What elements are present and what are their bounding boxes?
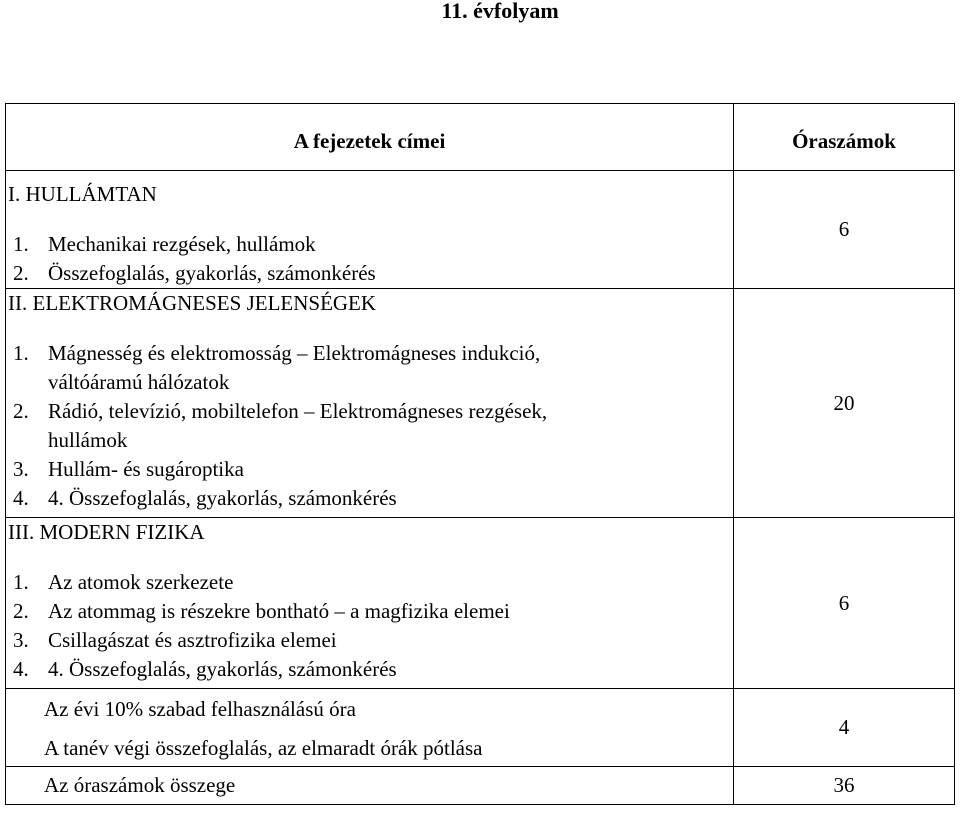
section-row [6, 171, 955, 289]
section-cell [6, 171, 734, 289]
list-item-continuation: váltóáramú hálózatok [48, 370, 230, 394]
extra-row [6, 689, 955, 767]
section-title: II. ELEKTROMÁGNESES JELENSÉGEK [8, 291, 377, 315]
extra-line: A tanév végi összefoglalás, az elmaradt órák pótlása [44, 736, 483, 760]
list-item: 3. Hullám- és sugároptika [13, 457, 244, 481]
list-item: 2. Az atommag is részekre bontható – a magfizika elemei [13, 599, 510, 623]
list-item: 2. Rádió, televízió, mobiltelefon – Elektromágneses rezgések, [13, 399, 548, 423]
curriculum-table [5, 103, 955, 805]
section-title: I. HULLÁMTAN [8, 182, 157, 206]
header-row [6, 104, 955, 171]
extra-cell [6, 689, 734, 767]
extra-hours: 4 [733, 689, 954, 767]
list-item-continuation: hullámok [48, 428, 128, 452]
list-item: 3. Csillagászat és asztrofizika elemei [13, 628, 337, 652]
list-item: 2. Összefoglalás, gyakorlás, számonkérés [13, 261, 376, 285]
list-item: 4. 4. Összefoglalás, gyakorlás, számonkérés [13, 486, 397, 510]
list-item: 1. Az atomok szerkezete [13, 570, 234, 594]
section-title: III. MODERN FIZIKA [8, 520, 205, 544]
total-label: Az óraszámok összege [6, 767, 734, 805]
section-cell [6, 518, 734, 689]
list-item: 1. Mechanikai rezgések, hullámok [13, 232, 316, 256]
total-hours: 36 [733, 767, 954, 805]
section-hours: 20 [733, 289, 954, 518]
section-cell [6, 289, 734, 518]
section-row [6, 289, 955, 518]
header-title: A fejezetek címei [6, 104, 734, 171]
page-heading: 11. évfolyam [441, 0, 559, 23]
list-item: 4. 4. Összefoglalás, gyakorlás, számonkérés [13, 657, 397, 681]
extra-line: Az évi 10% szabad felhasználású óra [44, 697, 356, 721]
header-hours: Óraszámok [733, 104, 954, 171]
section-row [6, 518, 955, 689]
section-hours: 6 [733, 171, 954, 289]
total-row [6, 767, 955, 805]
section-hours: 6 [733, 518, 954, 689]
list-item: 1. Mágnesség és elektromosság – Elektromágneses indukció, [13, 341, 541, 365]
